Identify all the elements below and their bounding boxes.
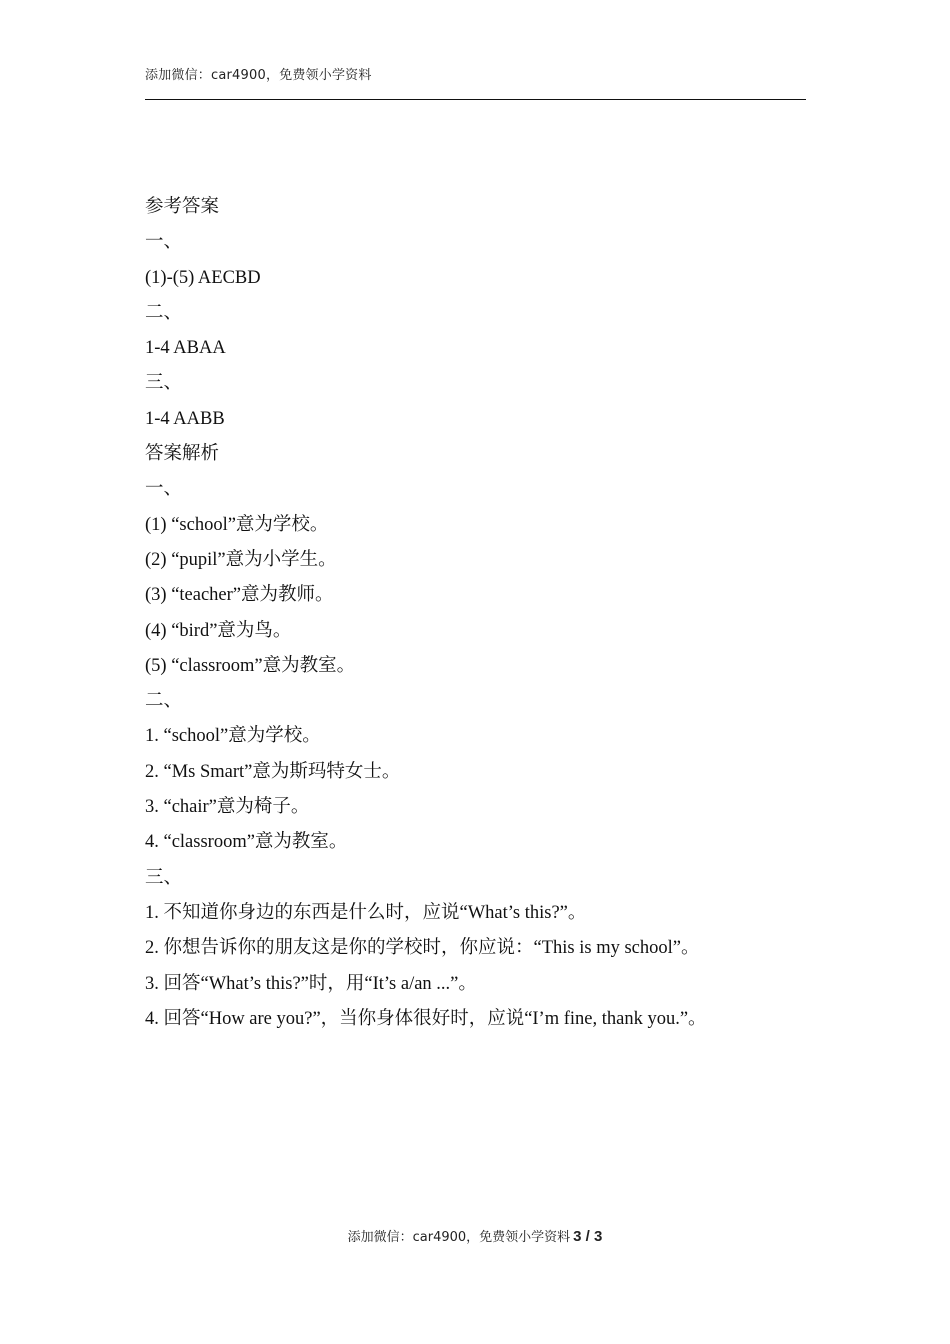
section-heading: 一、	[145, 479, 183, 500]
explanation-line: 4. 回答“How are you?”，当你身体很好时，应说“I’m fine, thank you.”。	[145, 1008, 707, 1029]
explanation-line: 3. “chair”意为椅子。	[145, 797, 310, 818]
page-header: 添加微信：car4900，免费领小学资料	[145, 68, 372, 83]
answer-line: (1)-(5) AECBD	[145, 267, 261, 288]
section-heading: 三、	[145, 373, 183, 394]
page-footer	[0, 1226, 950, 1245]
answer-line: 1-4 ABAA	[145, 338, 226, 359]
explanation-line: (1) “school”意为学校。	[145, 514, 329, 535]
header-divider	[145, 99, 806, 100]
explanation-line: 1. “school”意为学校。	[145, 726, 321, 747]
explanation-line: (5) “classroom”意为教室。	[145, 655, 356, 676]
explanation-line: 3. 回答“What’s this?”时，用“It’s a/an ...”。	[145, 973, 477, 994]
section-heading: 三、	[145, 867, 183, 888]
explanation-line: 4. “classroom”意为教室。	[145, 832, 348, 853]
explanation-line: 2. “Ms Smart”意为斯玛特女士。	[145, 761, 401, 782]
footer-text: 添加微信：car4900，免费领小学资料	[347, 1230, 571, 1245]
document-body	[145, 190, 825, 1037]
page-number: 3 / 3	[573, 1228, 603, 1245]
section-heading: 二、	[145, 302, 183, 323]
explanation-line: (4) “bird”意为鸟。	[145, 620, 292, 641]
explanation-line: 1. 不知道你身边的东西是什么时，应说“What’s this?”。	[145, 902, 587, 923]
answer-line: 1-4 AABB	[145, 408, 225, 429]
section-heading: 二、	[145, 691, 183, 712]
explanation-line: 2. 你想告诉你的朋友这是你的学校时，你应说：“This is my school”。	[145, 938, 700, 959]
explanation-line: (3) “teacher”意为教师。	[145, 585, 334, 606]
answers-heading: 参考答案	[145, 197, 220, 217]
explanation-line: (2) “pupil”意为小学生。	[145, 549, 337, 570]
explanation-heading: 答案解析	[145, 444, 220, 465]
section-heading: 一、	[145, 232, 183, 253]
